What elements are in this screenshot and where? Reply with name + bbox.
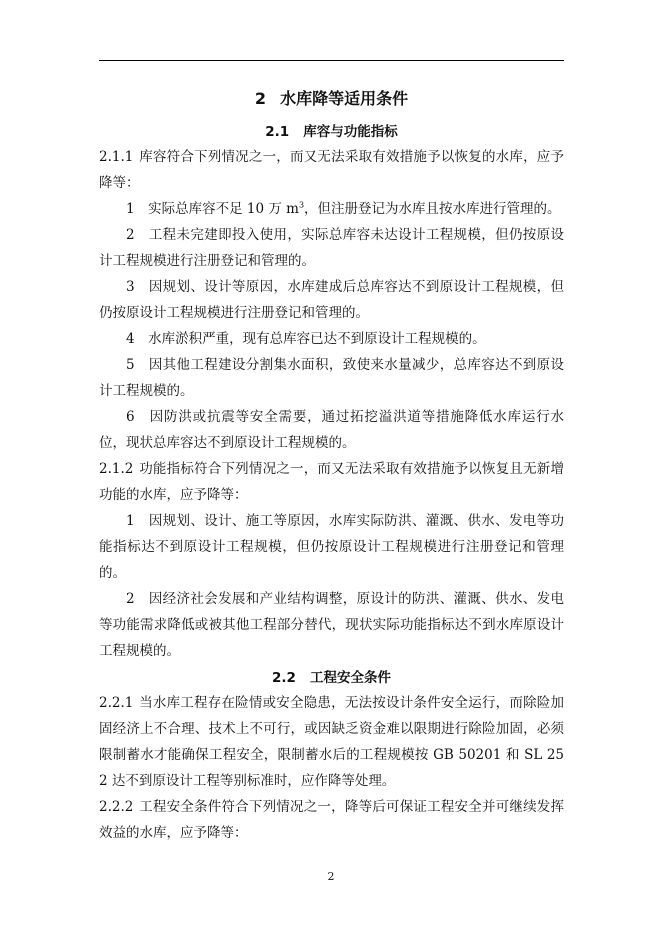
item-text: 因防洪或抗震等安全需要，通过拓挖溢洪道等措施降低水库运行水位，现状总库容达不到原设计工程规模的。 — [99, 409, 565, 451]
clause-2-1-1-item-4 — [99, 326, 564, 352]
clause-2-1-2-item-2 — [99, 586, 564, 664]
unit-superscript: 3 — [298, 200, 305, 210]
item-number: 4 — [126, 331, 135, 347]
clause-2-1-1-item-2 — [99, 222, 564, 274]
item-text: 因规划、设计等原因，水库建成后总库容达不到原设计工程规模，但仍按原设计工程规模进行注册登记和管理的。 — [99, 279, 565, 321]
section-number: 2.1 — [265, 124, 290, 140]
item-number: 3 — [126, 279, 135, 295]
clause-text: 当水库工程存在险情或安全隐患，无法按设计条件安全运行，而除险加固经济上不合理、技术上不可行，或因缺乏资金难以限期进行除险加固，必须限制蓄水才能确保工程安全，限制蓄水后的工程规模按 GB 50201 和 SL 252 达不到原设计工程等别标准时，应作降等处理。 — [99, 695, 564, 789]
section-title-2-1 — [99, 122, 564, 142]
item-text: 因经济社会发展和产业结构调整，原设计的防洪、灌溉、供水、发电等功能需求降低或被其他工程部分替代，现状实际功能指标达不到水库原设计工程规模的。 — [99, 591, 565, 659]
section-title-text: 工程安全条件 — [309, 670, 391, 686]
clause-2-2-1 — [99, 690, 564, 794]
item-number: 5 — [126, 357, 135, 373]
clause-number: 2.2.1 — [99, 695, 134, 711]
clause-2-1-1-item-5 — [99, 352, 564, 404]
item-number: 1 — [126, 201, 135, 217]
section-title-2-2 — [99, 668, 564, 688]
clause-text: 功能指标符合下列情况之一，而又无法采取有效措施予以恢复且无新增功能的水库，应予降等： — [99, 461, 564, 503]
clause-2-1-2-item-1 — [99, 508, 564, 586]
item-text: 水库淤积严重，现有总库容已达不到原设计工程规模的。 — [148, 331, 486, 347]
clause-2-2-2 — [99, 794, 564, 846]
item-text: 因规划、设计、施工等原因，水库实际防洪、灌溉、供水、发电等功能指标达不到原设计工程规模，但仍按原设计工程规模进行注册登记和管理的。 — [99, 513, 565, 581]
item-text: 工程未完建即投入使用，实际总库容未达设计工程规模，但仍按原设计工程规模进行注册登记和管理的。 — [99, 227, 565, 269]
clause-2-1-2 — [99, 456, 564, 508]
clause-2-1-1-item-1 — [99, 196, 564, 222]
chapter-title-text: 水库降等适用条件 — [280, 89, 409, 108]
clause-number: 2.2.2 — [99, 799, 134, 815]
section-title-text: 库容与功能指标 — [303, 124, 398, 140]
item-text: 实际总库容不足 10 万 m — [148, 201, 299, 217]
page-number: 2 — [327, 870, 335, 883]
section-number: 2.2 — [272, 670, 296, 686]
clause-2-1-1 — [99, 144, 564, 196]
item-number: 6 — [126, 409, 135, 425]
document-body — [99, 88, 564, 846]
clause-number: 2.1.1 — [99, 149, 134, 165]
header-rule — [99, 60, 564, 61]
item-text: 因其他工程建设分割集水面积，致使来水量减少，总库容达不到原设计工程规模的。 — [99, 357, 565, 399]
item-number: 2 — [126, 227, 135, 243]
clause-2-1-1-item-6 — [99, 404, 564, 456]
chapter-number: 2 — [254, 89, 267, 108]
clause-2-1-1-item-3 — [99, 274, 564, 326]
chapter-title — [99, 88, 564, 110]
item-number: 1 — [126, 513, 135, 529]
clause-text: 工程安全条件符合下列情况之一，降等后可保证工程安全并可继续发挥效益的水库，应予降等： — [99, 799, 564, 841]
clause-number: 2.1.2 — [99, 461, 134, 477]
item-number: 2 — [126, 591, 135, 607]
item-text-continued: ，但注册登记为水库且按水库进行管理的。 — [304, 201, 561, 217]
clause-text: 库容符合下列情况之一，而又无法采取有效措施予以恢复的水库，应予降等： — [99, 149, 564, 191]
